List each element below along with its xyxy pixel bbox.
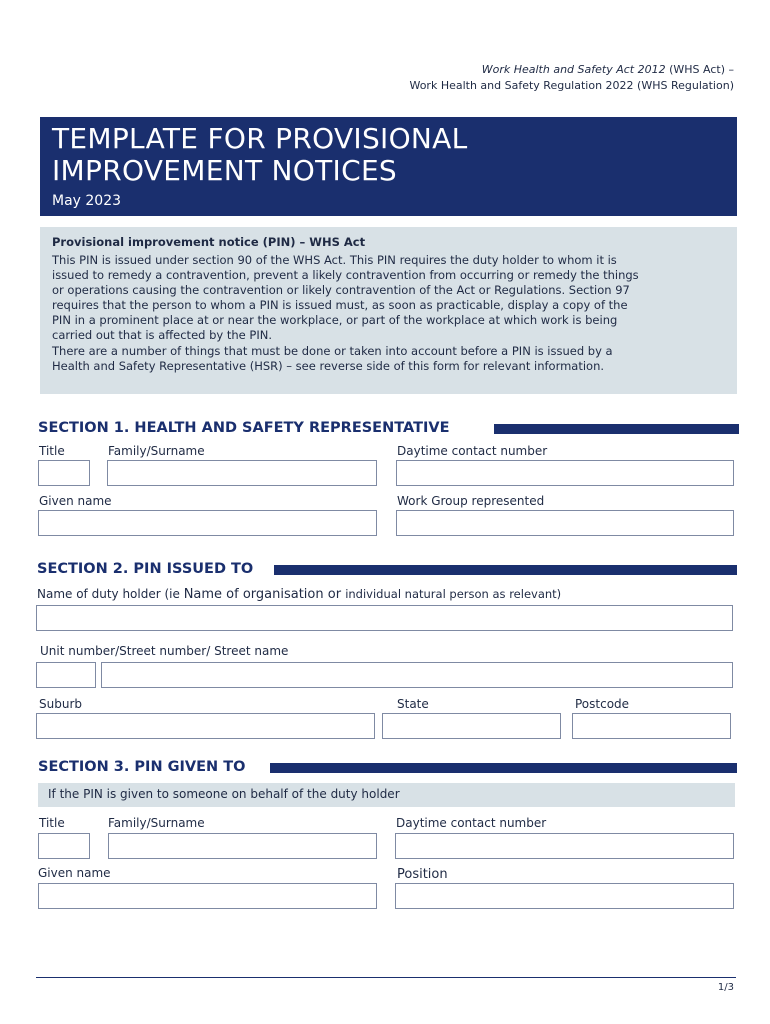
section-3-title: SECTION 3. PIN GIVEN TO bbox=[38, 759, 249, 775]
s2-street-field[interactable] bbox=[101, 662, 733, 688]
s1-surname-label: Family/Surname bbox=[108, 444, 205, 458]
publication-date: May 2023 bbox=[52, 193, 122, 209]
info-line: or operations causing the contravention or likely contravention of the Act or Regulations. Section 97 bbox=[52, 283, 630, 297]
section-2-header bbox=[37, 561, 737, 579]
footer-rule bbox=[36, 977, 736, 978]
s3-title-field[interactable] bbox=[38, 833, 90, 859]
label-part: Name of organisation bbox=[183, 587, 324, 602]
info-line: Health and Safety Representative (HSR) – see reverse side of this form for relevant information. bbox=[52, 359, 605, 373]
label-part: Name of duty holder (ie bbox=[37, 587, 184, 601]
s1-phone-field[interactable] bbox=[396, 460, 734, 486]
s2-unit-field[interactable] bbox=[36, 662, 96, 688]
s1-given-field[interactable] bbox=[38, 510, 377, 536]
info-paragraph-1 bbox=[52, 253, 722, 343]
s2-suburb-field[interactable] bbox=[36, 713, 375, 739]
s3-given-label: Given name bbox=[38, 866, 111, 880]
label-part: or bbox=[323, 587, 346, 602]
s3-position-label: Position bbox=[397, 867, 448, 882]
title-banner bbox=[40, 117, 737, 216]
pin-info-panel bbox=[40, 227, 737, 394]
section-bar bbox=[274, 565, 737, 575]
s1-workgroup-label: Work Group represented bbox=[397, 494, 545, 508]
info-heading: Provisional improvement notice (PIN) – WHS Act bbox=[52, 235, 366, 249]
s3-position-field[interactable] bbox=[395, 883, 734, 909]
s2-suburb-label: Suburb bbox=[39, 697, 82, 711]
page-title bbox=[52, 123, 468, 187]
info-line: requires that the person to whom a PIN is issued must, as soon as practicable, display a copy of the bbox=[52, 298, 628, 312]
section-2-title: SECTION 2. PIN ISSUED TO bbox=[37, 561, 257, 577]
page-title-line1: TEMPLATE FOR PROVISIONAL bbox=[52, 122, 468, 155]
act-name: Work Health and Safety Act 2012 bbox=[481, 63, 666, 76]
s3-phone-label: Daytime contact number bbox=[396, 816, 547, 830]
s1-workgroup-field[interactable] bbox=[396, 510, 734, 536]
info-line: carried out that is affected by the PIN. bbox=[52, 328, 272, 342]
s3-note-panel bbox=[38, 783, 735, 807]
s3-title-label: Title bbox=[39, 816, 65, 830]
s2-street-label: Unit number/Street number/ Street name bbox=[40, 644, 289, 658]
section-1-title: SECTION 1. HEALTH AND SAFETY REPRESENTATIVE bbox=[38, 420, 454, 436]
section-bar bbox=[270, 763, 737, 773]
s3-given-field[interactable] bbox=[38, 883, 377, 909]
s2-state-label: State bbox=[397, 697, 429, 711]
s2-state-field[interactable] bbox=[382, 713, 561, 739]
section-3-header bbox=[38, 759, 737, 777]
s2-duty-holder-label bbox=[37, 587, 561, 602]
s2-postcode-field[interactable] bbox=[572, 713, 731, 739]
page-title-line2: IMPROVEMENT NOTICES bbox=[52, 154, 398, 187]
s1-given-label: Given name bbox=[39, 494, 112, 508]
s3-surname-label: Family/Surname bbox=[108, 816, 205, 830]
s1-title-field[interactable] bbox=[38, 460, 90, 486]
regulation-name: Work Health and Safety Regulation 2022 (WHS Regulation) bbox=[409, 79, 734, 92]
s3-note-text: If the PIN is given to someone on behalf of the duty holder bbox=[48, 787, 400, 801]
page-number: 1/3 bbox=[717, 982, 734, 993]
act-abbrev: (WHS Act) – bbox=[665, 63, 734, 76]
s2-postcode-label: Postcode bbox=[575, 697, 630, 711]
s1-phone-label: Daytime contact number bbox=[397, 444, 548, 458]
s2-duty-holder-field[interactable] bbox=[36, 605, 733, 631]
section-1-header bbox=[38, 420, 739, 438]
s1-title-label: Title bbox=[39, 444, 65, 458]
info-line: This PIN is issued under section 90 of the WHS Act. This PIN requires the duty holder to whom it is bbox=[52, 253, 617, 267]
info-line: issued to remedy a contravention, prevent a likely contravention from occurring or remedy the things bbox=[52, 268, 639, 282]
section-bar bbox=[494, 424, 739, 434]
act-reference bbox=[409, 62, 734, 94]
info-line: There are a number of things that must be done or taken into account before a PIN is issued by a bbox=[52, 344, 613, 358]
s3-surname-field[interactable] bbox=[108, 833, 377, 859]
info-line: PIN in a prominent place at or near the workplace, or part of the workplace at which work is being bbox=[52, 313, 618, 327]
label-part: individual natural person as relevant) bbox=[345, 587, 562, 601]
info-paragraph-2 bbox=[52, 344, 722, 374]
s1-surname-field[interactable] bbox=[107, 460, 377, 486]
s3-phone-field[interactable] bbox=[395, 833, 734, 859]
